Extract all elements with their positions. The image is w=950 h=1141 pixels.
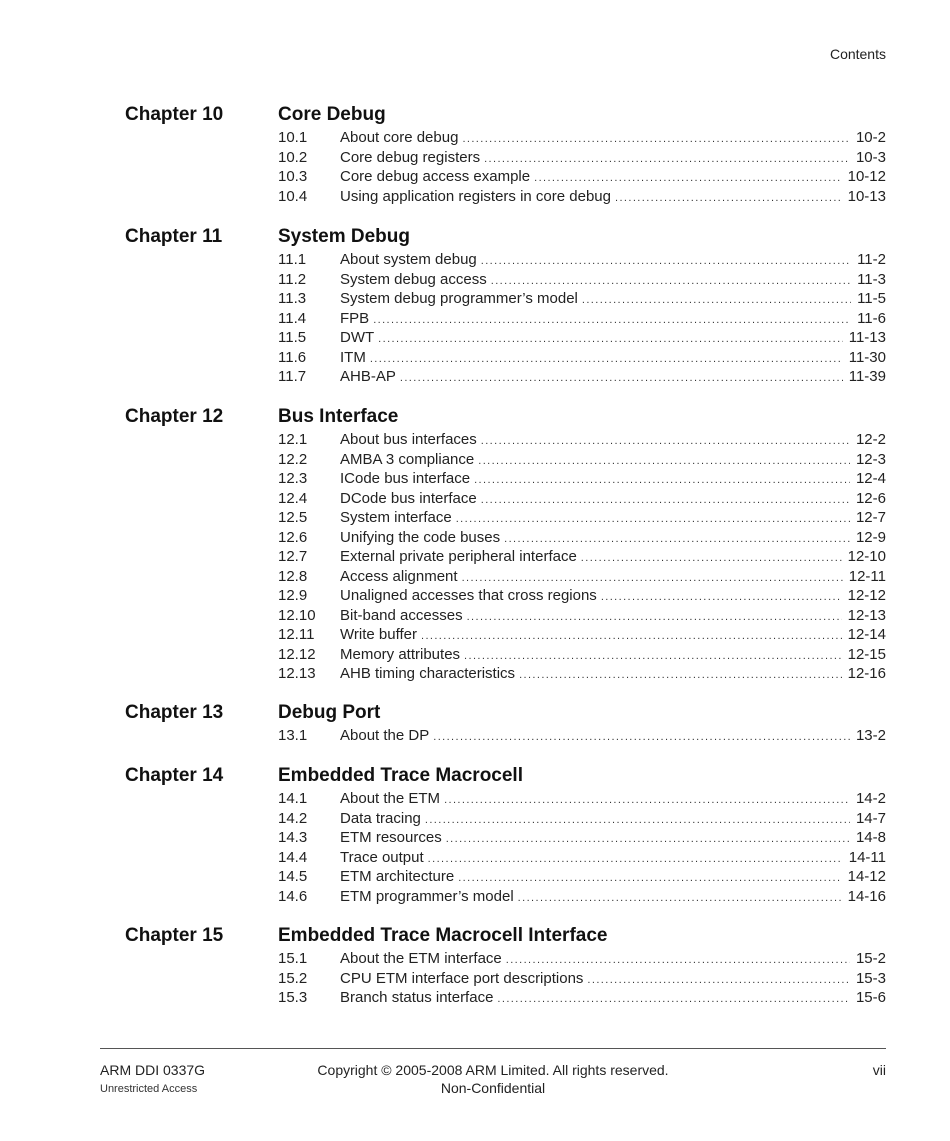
section-number: 12.10	[278, 606, 316, 624]
page-reference: 15-2	[855, 950, 886, 967]
section-number: 10.4	[278, 187, 308, 205]
toc-entry[interactable]	[278, 508, 886, 528]
section-title: System debug access	[340, 270, 487, 288]
section-number: 12.13	[278, 665, 316, 682]
chapter-label[interactable]: Chapter 12	[125, 406, 224, 427]
section-title: System debug programmer’s model	[340, 290, 578, 307]
section-title: ICode bus interface	[340, 470, 471, 487]
section-number: 12.9	[278, 587, 308, 604]
toc-entry[interactable]	[278, 250, 886, 270]
section-title: Trace output	[340, 848, 424, 866]
page-reference: 10-3	[855, 148, 886, 166]
section-number: 12.1	[278, 431, 308, 448]
section-number: 12.4	[278, 489, 308, 507]
section-title: ETM architecture	[340, 868, 455, 885]
section-number: 11.1	[278, 251, 307, 268]
page-reference: 12-6	[855, 489, 886, 507]
page-reference: 14-2	[855, 790, 886, 807]
section-number: 14.4	[278, 848, 308, 866]
toc-entry[interactable]	[278, 469, 886, 489]
chapter-label[interactable]: Chapter 15	[125, 925, 224, 946]
page-reference: 12-3	[855, 450, 886, 468]
toc-entry[interactable]	[278, 450, 886, 470]
toc-entry[interactable]	[278, 969, 886, 989]
footer-divider	[100, 1048, 886, 1049]
footer-confidentiality: Non-Confidential	[440, 1080, 546, 1096]
section-title: About the ETM interface	[340, 950, 502, 967]
toc-entry[interactable]	[278, 528, 886, 548]
toc-entry[interactable]	[278, 328, 886, 348]
section-title: AHB timing characteristics	[340, 665, 516, 682]
page-reference: 11-3	[857, 270, 886, 288]
section-number: 10.1	[278, 129, 308, 146]
chapter-title[interactable]: System Debug	[278, 226, 410, 247]
section-title: Core debug access example	[340, 168, 531, 185]
section-list	[278, 789, 886, 906]
page-reference: 14-11	[848, 848, 886, 866]
toc-entry[interactable]	[278, 567, 886, 587]
section-number: 14.2	[278, 809, 308, 827]
section-title: ETM resources	[340, 829, 442, 846]
section-title: About the DP	[340, 727, 430, 744]
toc-entry[interactable]	[278, 586, 886, 606]
section-title: System interface	[340, 509, 452, 526]
section-title: Data tracing	[340, 809, 421, 827]
page-reference: 12-2	[855, 431, 886, 448]
section-title: About system debug	[340, 251, 477, 268]
chapter-title[interactable]: Embedded Trace Macrocell Interface	[278, 925, 608, 946]
toc-entry[interactable]	[278, 148, 886, 168]
section-number: 11.4	[278, 309, 307, 327]
section-title: AMBA 3 compliance	[340, 450, 475, 468]
section-list	[278, 250, 886, 387]
section-number: 14.3	[278, 829, 308, 846]
section-number: 15.3	[278, 989, 308, 1006]
page-reference: 11-39	[848, 368, 886, 385]
dot-leader	[497, 990, 850, 1010]
section-number: 12.8	[278, 567, 308, 585]
section-number: 11.2	[278, 270, 307, 288]
page-reference: 14-16	[847, 887, 886, 905]
dot-leader	[615, 189, 842, 209]
footer-access: Unrestricted Access	[100, 1083, 198, 1095]
toc-entry[interactable]	[278, 489, 886, 509]
section-number: 11.6	[278, 348, 307, 366]
chapter-label[interactable]: Chapter 10	[125, 104, 224, 125]
toc-entry[interactable]	[278, 547, 886, 567]
page-reference: 12-16	[847, 665, 886, 682]
page-reference: 12-7	[855, 509, 886, 526]
section-number: 14.5	[278, 868, 308, 885]
section-title: External private peripheral interface	[340, 548, 577, 565]
footer-page-number: vii	[872, 1062, 886, 1078]
toc-entry[interactable]	[278, 289, 886, 309]
section-title: DWT	[340, 329, 375, 346]
toc-entry[interactable]	[278, 606, 886, 626]
section-number: 12.7	[278, 548, 308, 565]
section-number: 12.5	[278, 509, 308, 526]
section-list	[278, 726, 886, 746]
dot-leader	[433, 728, 850, 748]
section-title: About core debug	[340, 129, 459, 146]
section-title: Access alignment	[340, 567, 458, 585]
toc-entry[interactable]	[278, 828, 886, 848]
page-reference: 12-11	[848, 567, 886, 585]
page-reference: 12-4	[855, 470, 886, 487]
chapter-label[interactable]: Chapter 13	[125, 702, 224, 723]
toc-entry[interactable]	[278, 789, 886, 809]
toc-entry[interactable]	[278, 645, 886, 665]
page-reference: 14-7	[855, 809, 886, 827]
section-title: DCode bus interface	[340, 489, 477, 507]
section-title: ETM programmer’s model	[340, 887, 514, 905]
section-number: 12.3	[278, 470, 308, 487]
chapter-title[interactable]: Embedded Trace Macrocell	[278, 765, 523, 786]
page-reference: 12-10	[847, 548, 886, 565]
section-title: CPU ETM interface port descriptions	[340, 969, 584, 987]
toc-entry[interactable]	[278, 348, 886, 368]
footer-doc-id: ARM DDI 0337G	[100, 1062, 206, 1078]
page-reference: 12-9	[855, 528, 886, 546]
page-reference: 12-13	[847, 606, 886, 624]
page-reference: 15-3	[855, 969, 886, 987]
chapter-label[interactable]: Chapter 11	[125, 226, 223, 247]
dot-leader	[400, 369, 843, 389]
toc-entry[interactable]	[278, 887, 886, 907]
page-reference: 12-15	[847, 645, 886, 663]
section-title: Branch status interface	[340, 989, 494, 1006]
toc-entry[interactable]	[278, 726, 886, 746]
toc-entry[interactable]	[278, 949, 886, 969]
page-reference: 14-12	[847, 868, 886, 885]
page-reference: 12-12	[847, 587, 886, 604]
page-reference: 11-13	[848, 329, 886, 346]
section-list	[278, 128, 886, 206]
toc-entry[interactable]	[278, 270, 886, 290]
section-title: ITM	[340, 348, 366, 366]
page-reference: 11-6	[857, 309, 886, 327]
section-list	[278, 430, 886, 684]
page-reference: 10-13	[847, 187, 886, 205]
section-title: AHB-AP	[340, 368, 396, 385]
toc-entry[interactable]	[278, 430, 886, 450]
section-number: 11.7	[278, 368, 307, 385]
section-number: 10.2	[278, 148, 308, 166]
section-number: 13.1	[278, 727, 308, 744]
section-number: 14.6	[278, 887, 308, 905]
section-number: 15.2	[278, 969, 308, 987]
section-list	[278, 949, 886, 1008]
page-reference: 14-8	[855, 829, 886, 846]
section-number: 11.3	[278, 290, 307, 307]
page-reference: 10-12	[847, 168, 886, 185]
dot-leader	[519, 666, 842, 686]
page-reference: 11-30	[848, 348, 886, 366]
page-reference: 11-2	[857, 251, 886, 268]
footer-copyright: Copyright © 2005-2008 ARM Limited. All rights reserved.	[317, 1062, 669, 1078]
toc-entry[interactable]	[278, 848, 886, 868]
chapter-title[interactable]: Bus Interface	[278, 406, 399, 427]
section-number: 12.2	[278, 450, 308, 468]
section-title: Unifying the code buses	[340, 528, 501, 546]
page-reference: 11-5	[857, 290, 886, 307]
page-reference: 15-6	[855, 989, 886, 1006]
toc-entry[interactable]	[278, 809, 886, 829]
section-title: About bus interfaces	[340, 431, 477, 448]
section-title: FPB	[340, 309, 370, 327]
section-number: 15.1	[278, 950, 308, 967]
toc-entry[interactable]	[278, 167, 886, 187]
toc-entry[interactable]	[278, 867, 886, 887]
page-reference: 12-14	[847, 626, 886, 643]
section-title: Using application registers in core debug	[340, 187, 611, 205]
toc-entry[interactable]	[278, 128, 886, 148]
running-head: Contents	[829, 46, 886, 62]
section-number: 11.5	[278, 329, 307, 346]
section-title: Memory attributes	[340, 645, 461, 663]
section-number: 10.3	[278, 168, 308, 185]
section-number: 12.11	[278, 626, 315, 643]
section-title: Write buffer	[340, 626, 417, 643]
toc-entry[interactable]	[278, 988, 886, 1008]
section-title: About the ETM	[340, 790, 441, 807]
toc-entry[interactable]	[278, 309, 886, 329]
toc-entry[interactable]	[278, 187, 886, 207]
toc-entry[interactable]	[278, 367, 886, 387]
section-title: Bit-band accesses	[340, 606, 463, 624]
chapter-label[interactable]: Chapter 14	[125, 765, 224, 786]
section-number: 12.6	[278, 528, 308, 546]
chapter-title[interactable]: Debug Port	[278, 702, 381, 723]
page-reference: 10-2	[855, 129, 886, 146]
toc-entry[interactable]	[278, 664, 886, 684]
section-title: Core debug registers	[340, 148, 481, 166]
page-reference: 13-2	[855, 727, 886, 744]
section-title: Unaligned accesses that cross regions	[340, 587, 597, 604]
toc-entry[interactable]	[278, 625, 886, 645]
dot-leader	[518, 889, 842, 909]
section-number: 14.1	[278, 790, 308, 807]
chapter-title[interactable]: Core Debug	[278, 104, 386, 125]
section-number: 12.12	[278, 645, 316, 663]
